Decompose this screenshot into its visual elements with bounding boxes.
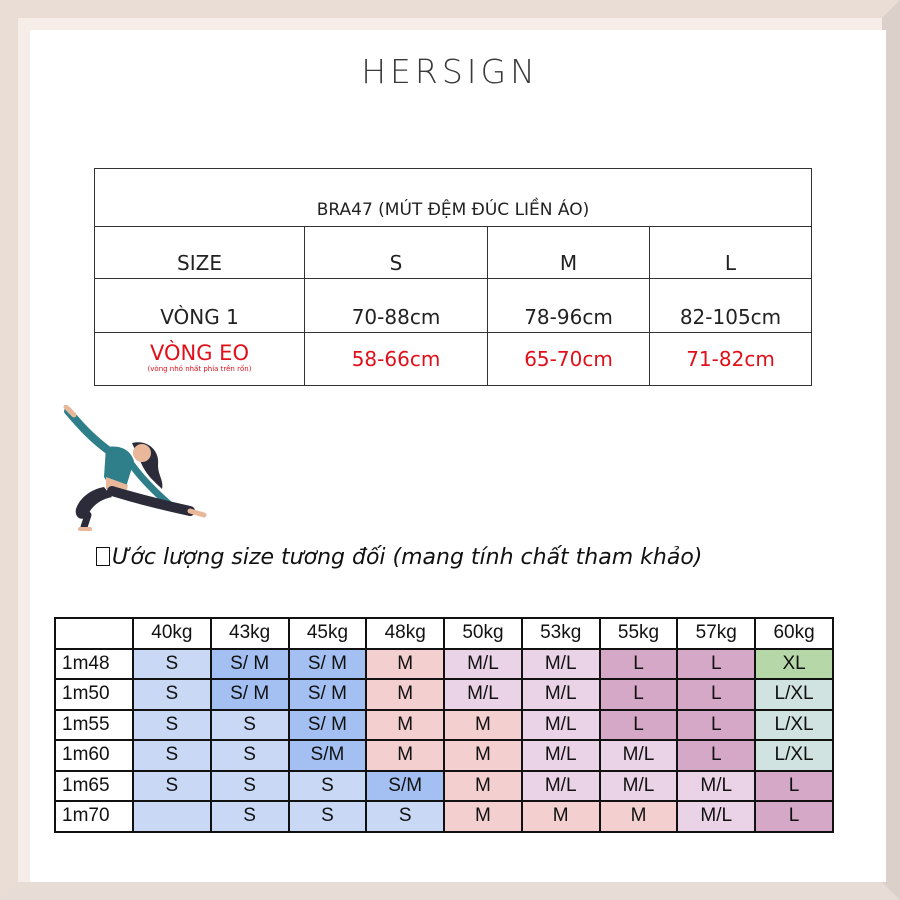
grid-row [55, 771, 833, 802]
bust-value-s: 70-88cm [305, 279, 488, 333]
bust-value-l: 82-105cm [650, 279, 812, 333]
height-label: 1m60 [55, 740, 133, 771]
weight-header: 43kg [211, 618, 289, 649]
height-label: 1m65 [55, 771, 133, 802]
size-grid-table [54, 617, 834, 833]
size-cell: XL [755, 649, 833, 680]
size-cell: M [522, 801, 600, 832]
size-header-l: L [650, 227, 812, 279]
size-cell: L/XL [755, 710, 833, 741]
size-cell: S [211, 740, 289, 771]
bust-label: VÒNG 1 [95, 279, 305, 333]
size-cell: M [366, 710, 444, 741]
size-cell: S [133, 740, 211, 771]
size-cell: L [600, 679, 678, 710]
size-header-m: M [488, 227, 650, 279]
weight-header: 48kg [366, 618, 444, 649]
brand-logo: HERSIGN [361, 52, 539, 91]
size-cell: M/L [522, 649, 600, 680]
size-cell: M/L [444, 679, 522, 710]
size-cell: M/L [600, 771, 678, 802]
size-cell: M/L [600, 740, 678, 771]
size-cell: M/L [444, 649, 522, 680]
size-cell: L [677, 649, 755, 680]
size-cell: M/L [522, 740, 600, 771]
size-cell: L [600, 649, 678, 680]
size-cell: L [755, 801, 833, 832]
size-cell: S/ M [289, 679, 367, 710]
size-cell: M [444, 710, 522, 741]
size-cell: S/M [289, 740, 367, 771]
size-cell: L [677, 710, 755, 741]
size-cell: M [366, 679, 444, 710]
grid-header-row [55, 618, 833, 649]
grid-row [55, 710, 833, 741]
height-label: 1m48 [55, 649, 133, 680]
size-cell: M/L [522, 771, 600, 802]
waist-note: (vòng nhỏ nhất phía trên rốn) [147, 364, 252, 373]
size-cell: S [133, 679, 211, 710]
size-cell: L/XL [755, 679, 833, 710]
weight-header: 60kg [755, 618, 833, 649]
weight-header: 57kg [677, 618, 755, 649]
size-cell: S [133, 771, 211, 802]
size-cell: M [600, 801, 678, 832]
size-cell: M [444, 801, 522, 832]
size-estimate-heading [96, 545, 816, 570]
size-cell: S [211, 771, 289, 802]
size-cell: M [444, 740, 522, 771]
size-header-s: S [305, 227, 488, 279]
waist-label-cell [95, 333, 305, 386]
size-cell: S [211, 801, 289, 832]
weight-header: 55kg [600, 618, 678, 649]
waist-value-s: 58-66cm [305, 333, 488, 386]
yoga-woman-illustration [62, 405, 212, 535]
grid-corner-cell [55, 618, 133, 649]
size-cell: S [289, 801, 367, 832]
size-cell: S/ M [211, 649, 289, 680]
size-cell: M/L [522, 679, 600, 710]
size-cell: S [289, 771, 367, 802]
size-cell: M/L [677, 771, 755, 802]
size-cell: L [677, 740, 755, 771]
bra-size-table [94, 168, 812, 386]
size-cell: S [211, 710, 289, 741]
size-cell: L [677, 679, 755, 710]
size-cell: L/XL [755, 740, 833, 771]
size-cell: S [133, 649, 211, 680]
weight-header: 53kg [522, 618, 600, 649]
size-cell: S/M [366, 771, 444, 802]
weight-header: 50kg [444, 618, 522, 649]
grid-row [55, 740, 833, 771]
size-header-label: SIZE [95, 227, 305, 279]
waist-value-m: 65-70cm [488, 333, 650, 386]
size-cell: L [755, 771, 833, 802]
grid-row [55, 679, 833, 710]
bust-value-m: 78-96cm [488, 279, 650, 333]
size-cell: S [366, 801, 444, 832]
size-cell: M [366, 740, 444, 771]
height-label: 1m55 [55, 710, 133, 741]
size-cell: S [133, 710, 211, 741]
grid-row [55, 801, 833, 832]
size-cell: M/L [522, 710, 600, 741]
size-estimate-heading-text: Ước lượng size tương đối (mang tính chất tham khảo) [112, 545, 703, 570]
grid-row [55, 649, 833, 680]
checkbox-glyph-icon [96, 547, 110, 566]
waist-value-l: 71-82cm [650, 333, 812, 386]
size-cell: M [366, 649, 444, 680]
waist-label: VÒNG EO [150, 340, 249, 365]
size-cell: M/L [677, 801, 755, 832]
height-label: 1m70 [55, 801, 133, 832]
size-cell: M [444, 771, 522, 802]
height-label: 1m50 [55, 679, 133, 710]
size-cell: S/ M [211, 679, 289, 710]
size-cell [133, 801, 211, 832]
bra-table-title: BRA47 (MÚT ĐỆM ĐÚC LIỀN ÁO) [95, 169, 812, 227]
weight-header: 45kg [289, 618, 367, 649]
weight-header: 40kg [133, 618, 211, 649]
size-cell: L [600, 710, 678, 741]
size-cell: S/ M [289, 710, 367, 741]
size-cell: S/ M [289, 649, 367, 680]
